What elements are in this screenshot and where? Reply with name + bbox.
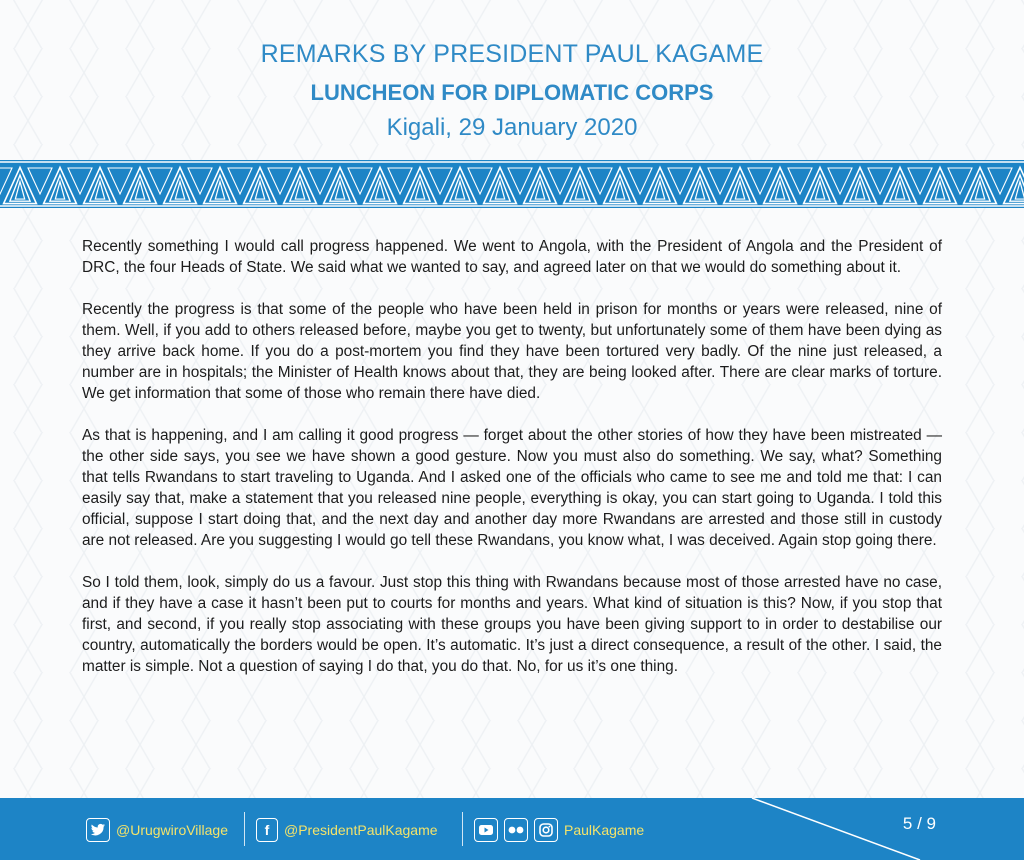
document-header <box>0 0 1024 160</box>
footer-divider <box>462 812 463 846</box>
footer-divider <box>244 812 245 846</box>
document-title: REMARKS BY PRESIDENT PAUL KAGAME <box>260 40 764 68</box>
twitter-handle: @UrugwiroVillage <box>116 822 228 838</box>
decorative-pattern-band <box>0 160 1024 208</box>
speech-body <box>82 236 942 698</box>
location-date: Kigali, 29 January 2020 <box>386 114 638 141</box>
facebook-link[interactable] <box>256 816 438 844</box>
twitter-icon <box>86 818 110 842</box>
media-handle: PaulKagame <box>564 822 645 838</box>
document-subtitle: LUNCHEON FOR DIPLOMATIC CORPS <box>310 80 714 105</box>
paragraph: As that is happening, and I am calling it good progress — forget about the other stories of how they have been mistreated — the other side says, you see we have shown a good gesture. Now you must also do something. We say, what? Something that tells Rwandans to start traveling to Uganda. And I asked one of the officials who came to see me and told me that: I can easily say that, make a statement that you released nine people, everything is okay, you can start going to Uganda. I told this official, suppose I start doing that, and the next day and another day more Rwandans are arrested and those still in custody are not released. Are you suggesting I would go tell these Rwandans, you know what, I was deceived. Again stop going there. <box>82 427 942 549</box>
instagram-icon[interactable] <box>534 818 558 842</box>
page-indicator: 5 / 9 <box>902 814 936 833</box>
twitter-link[interactable] <box>86 816 228 844</box>
facebook-icon: f <box>256 818 278 842</box>
youtube-icon[interactable] <box>474 818 498 842</box>
paragraph: Recently the progress is that some of the people who have been held in prison for months or years were released, nine of them. Well, if you add to others released before, maybe you get to twenty, but unfortunately some of them have been dying as they arrive back home. If you do a post-mortem you find they have been tortured very badly. Of the nine just released, a number are in hospitals; the Minister of Health knows about that, they are being looked after. There are clear marks of torture. We get information that some of those who remain there have died. <box>82 301 942 402</box>
paragraph: So I told them, look, simply do us a favour. Just stop this thing with Rwandans because most of those arrested have no case, and if they have a case it hasn’t been put to courts for months and years. What kind of situation is this? Now, if you stop that first, and second, if you really stop associating with these groups you have been giving support to in order to destabilise our country, automatically the borders would be open. It’s automatic. It’s just a direct consequence, a result of the other. I said, the matter is simple. Not a question of saying I do that, you do that. No, for us it’s one thing. <box>82 574 942 675</box>
paragraph: Recently something I would call progress happened. We went to Angola, with the President of Angola and the President of DRC, the four Heads of State. We said what we wanted to say, and agreed later on that we would do something about it. <box>82 238 942 276</box>
facebook-handle: @PresidentPaulKagame <box>284 822 438 838</box>
media-links[interactable] <box>474 816 644 844</box>
flickr-icon[interactable] <box>504 818 528 842</box>
footer-bar <box>0 798 1024 860</box>
